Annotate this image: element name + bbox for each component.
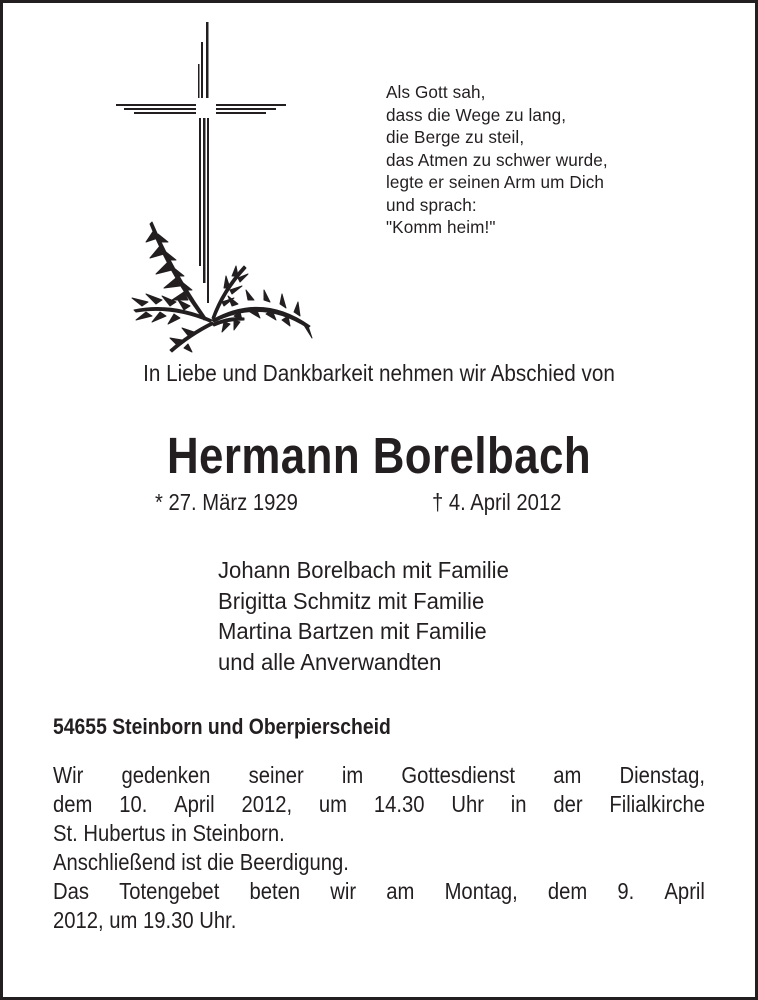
notice-line: St. Hubertus in Steinborn. [53,820,285,846]
notice-word: am [386,878,415,904]
notice-word: Gottesdienst [401,762,516,788]
notice-word: dem [53,791,93,817]
poem-line: dass die Wege zu lang, [386,104,567,125]
notice-word: Filialkirche [609,791,705,817]
notice-word: der [553,791,583,817]
notice-line [53,877,705,906]
notice-word: 2012, [241,791,293,817]
notice-word: wir [330,878,357,904]
death-date: † 4. April 2012 [432,489,562,515]
location-heading: 54655 Steinborn und Oberpierscheid [53,714,391,739]
notice-word: Wir [53,762,84,788]
notice-line [53,761,705,790]
poem-line: die Berge zu steil, [386,127,525,147]
birth-date: * 27. März 1929 [155,489,298,515]
notice-word: Dienstag, [619,762,705,788]
mourner-line: Martina Bartzen mit Familie [218,618,487,644]
intro-text: In Liebe und Dankbarkeit nehmen wir Abschied von [143,360,615,386]
poem-line: und sprach: [386,194,477,215]
notice-word: 9. [617,878,635,904]
notice-word: beten [249,878,301,904]
notice-word: seiner [248,762,304,788]
mourner-line: Brigitta Schmitz mit Familie [218,587,485,614]
cross-with-palm-branches-icon [112,20,322,355]
poem-line: legte er seinen Arm um Dich [386,172,605,192]
notice-line: Anschließend ist die Beerdigung. [53,849,349,875]
deceased-name: Hermann Borelbach [166,427,592,484]
poem-line: Als Gott sah, [386,82,486,102]
notice-word: 14.30 [373,791,425,817]
notice-word: Das [53,878,89,904]
notice-word: April [174,791,215,817]
notice-line: 2012, um 19.30 Uhr. [53,907,237,933]
notice-word: Montag, [444,878,518,904]
notice-word: im [341,762,364,788]
notice-word: am [553,762,582,788]
poem-line: das Atmen zu schwer wurde, [386,149,608,170]
service-notice [53,761,705,935]
poem [386,81,608,239]
notice-word: dem [547,878,588,904]
mourners-list [218,555,509,677]
notice-word: April [664,878,705,904]
notice-word: um [318,791,348,817]
notice-word: in [510,791,527,817]
mourner-line: Johann Borelbach mit Familie [218,557,509,583]
poem-line: "Komm heim!" [386,217,496,237]
notice-word: 10. [119,791,148,817]
notice-word: Uhr [451,791,484,817]
notice-line [53,790,705,819]
notice-word: Totengebet [119,878,220,904]
notice-word: gedenken [121,762,211,788]
mourner-line: und alle Anverwandten [218,648,442,675]
